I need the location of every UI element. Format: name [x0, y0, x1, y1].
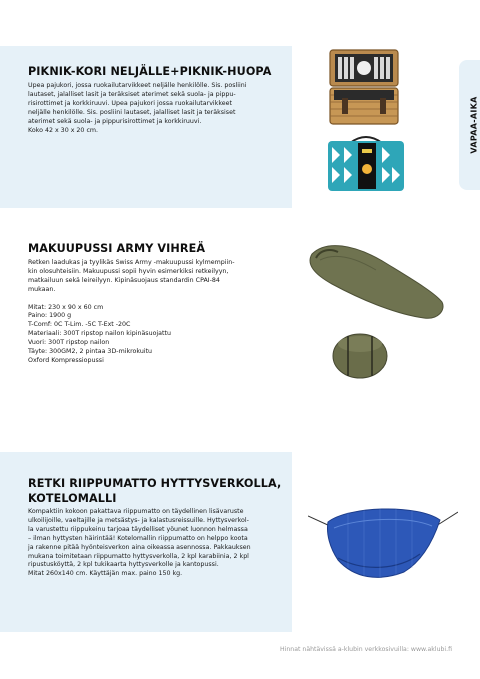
product-description: Kompaktiin kokoon pakattava riippumatto on täydellinen lisävaruste ulkoilijoille, vaeltajille ja metsästys- ja kalastusreissuille. Hyttysverkol- la varustettu riippukeinu tarjoaa täydelliset yöunet luonnon helmassa – ilman hyttysten häirintää! Kotelomallin riippumatto on helppo koota ja rakenne pitää hyönteisverkon aina oikeassa asennossa. Pakkauksen mukana toimitetaan riippumatto hyttysverkolla, 2 kpl karabiinia, 2 kpl ripustusköyttä, 2 kpl tukikaarta hyttysverkolle ja kantopussi. Mitat 260x140 cm. Käyttäjän max. paino 150 kg. — [28, 508, 251, 578]
section-tab[interactable] — [459, 60, 480, 190]
picnic-blanket-image — [326, 133, 406, 193]
product-title: MAKUUPUSSI ARMY VIHREÄ — [28, 242, 206, 255]
product-title: PIKNIK-KORI NELJÄLLE+PIKNIK-HUOPA — [28, 65, 272, 78]
footer-note: Hinnat nähtävissä a-klubin verkkosivuilla: www.aklubi.fi — [280, 646, 452, 653]
product-panel-sleeping-bag — [0, 237, 292, 413]
product-description: Retken laadukas ja tyylikäs Swiss Army -makuupussi kylmempiin- kin olosuhteisiin. Makuupussi sopii hyvin esimerkiksi retkeilyyn, matkailuun sekä leireilyyn. Kipinäsuojaus standardin CPAI-84 mukaan. Mitat: 230 x 90 x 60 cm Paino: 1900 g T-Comf: 0C T-Lim. -5C T-Ext -20C Materiaali: 300T ripstop nailon kipinäsuojattu Vuori: 300T ripstop nailon Täyte: 300GM2, 2 pintaa 3D-mikrokuitu Oxford Kompressiopussi — [28, 259, 235, 364]
sleeping-bag-image — [306, 240, 446, 322]
hammock-image — [308, 498, 458, 584]
picnic-basket-image — [328, 48, 400, 128]
product-panel-hammock — [0, 452, 292, 632]
product-title: RETKI RIIPPUMATTO HYTTYSVERKOLLA, KOTELOMALLI — [28, 477, 282, 505]
product-description: Upea pajukori, jossa ruokailutarvikkeet neljälle henkilölle. Sis. posliini lautaset, jalalliset lasit ja teräksiset aterimet sekä suola- ja pippu- risirottimet ja korkkiruuvi. Upea pajukori jossa ruokailutarvikkeet neljälle henkilölle. Sis. posliini lautaset, jalalliset lasit ja teräksiset aterimet sekä suola- ja pippurisirottimet ja korkkiruuvi. Koko 42 x 30 x 20 cm. — [28, 82, 247, 134]
section-tab-label: VAPAA-AIKA — [469, 96, 479, 154]
compression-bag-image — [330, 330, 390, 382]
product-panel-picnic — [0, 46, 292, 208]
